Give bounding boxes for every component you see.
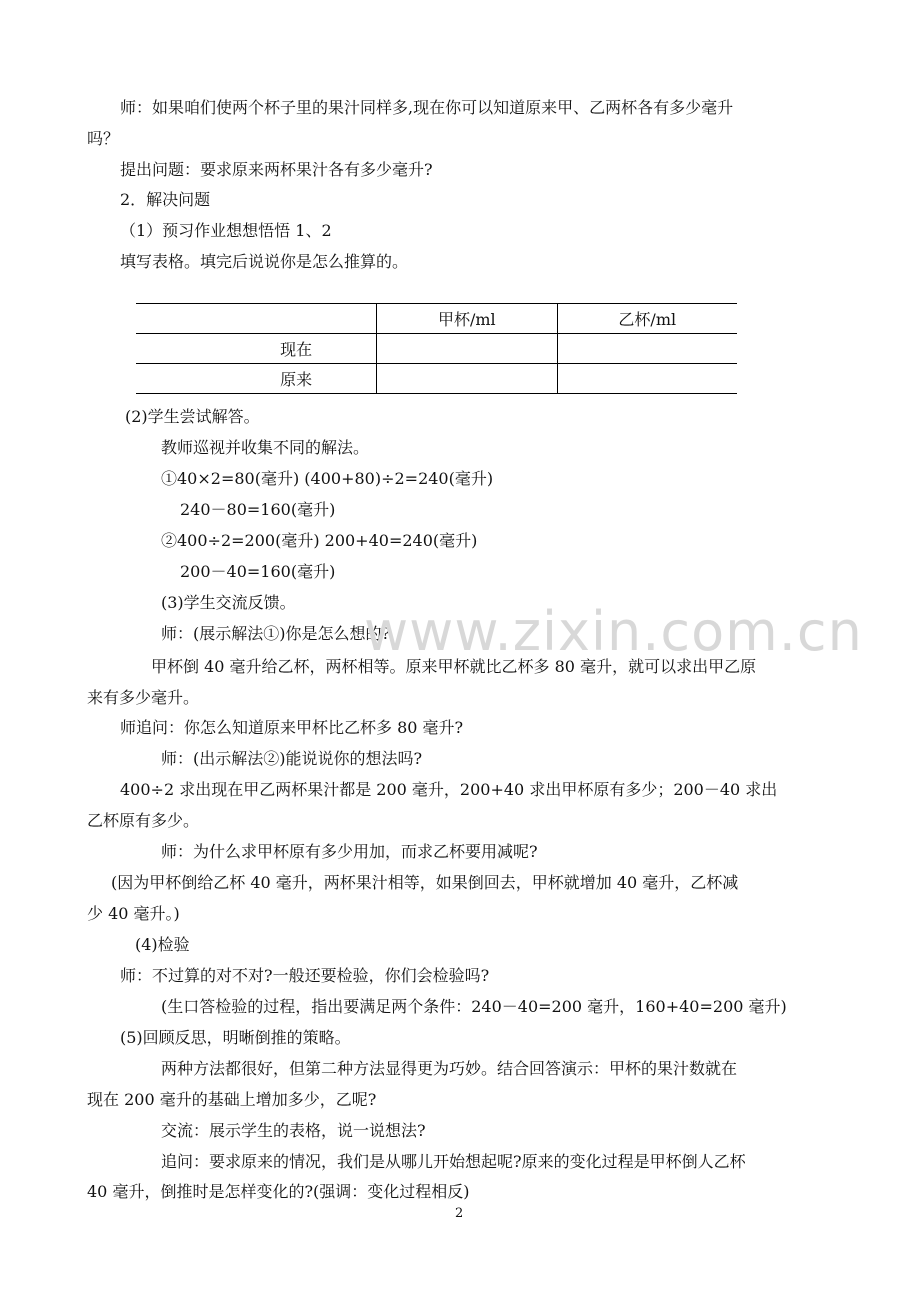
text-line: 2．解决问题 — [120, 190, 211, 209]
page-number: 2 — [455, 1206, 464, 1221]
watermark: www.zixin.com.cn — [364, 600, 863, 663]
text-line: ②400÷2=200(毫升) 200+40=240(毫升) — [161, 531, 478, 550]
text-line: 填写表格。填完后说说你是怎么推算的。 — [120, 252, 409, 271]
text-line: (生口答检验的过程，指出要满足两个条件：240－40=200 毫升，160+40=200 毫升) — [161, 997, 787, 1016]
text-line: 师：不过算的对不对?一般还要检验，你们会检验吗? — [120, 966, 490, 985]
table-header-cell-yi: 乙杯/ml — [557, 304, 737, 334]
row-label-now: 现在 — [136, 334, 377, 364]
text-line: 240－80=160(毫升) — [180, 500, 336, 519]
table-cell — [557, 334, 737, 364]
fill-in-table — [136, 303, 737, 394]
text-line: 追问：要求原来的情况，我们是从哪儿开始想起呢?原来的变化过程是甲杯倒人乙杯 — [161, 1152, 746, 1171]
table-cell — [557, 364, 737, 394]
text-line: 教师巡视并收集不同的解法。 — [161, 438, 370, 457]
text-line: 交流：展示学生的表格，说一说想法? — [161, 1121, 426, 1140]
text-line: 来有多少毫升。 — [87, 688, 200, 707]
table-cell — [377, 334, 557, 364]
text-line: (5)回顾反思，明晰倒推的策略。 — [120, 1028, 351, 1047]
text-line: 40 毫升，倒推时是怎样变化的?(强调：变化过程相反) — [87, 1182, 470, 1201]
text-line: (3)学生交流反馈。 — [161, 593, 296, 612]
text-line: (因为甲杯倒给乙杯 40 毫升，两杯果汁相等，如果倒回去，甲杯就增加 40 毫升，乙杯减 — [111, 873, 739, 892]
row-label-original: 原来 — [136, 364, 377, 394]
table-header-cell-jia: 甲杯/ml — [377, 304, 557, 334]
table-cell — [136, 304, 377, 334]
table-row — [136, 334, 737, 364]
text-line: 200－40=160(毫升) — [180, 562, 336, 581]
text-line: （1）预习作业想想悟悟 1、2 — [120, 221, 332, 240]
text-line: (2)学生尝试解答。 — [125, 407, 260, 426]
text-line: 师：为什么求甲杯原有多少用加，而求乙杯要用减呢? — [161, 842, 538, 861]
text-line: 师：(展示解法①)你是怎么想的? — [161, 624, 391, 643]
text-line: 师：如果咱们使两个杯子里的果汁同样多,现在你可以知道原来甲、乙两杯各有多少毫升 — [120, 98, 734, 117]
text-line: 400÷2 求出现在甲乙两杯果汁都是 200 毫升，200+40 求出甲杯原有多少；200－40 求出 — [120, 780, 778, 799]
text-line: 师追问：你怎么知道原来甲杯比乙杯多 80 毫升? — [120, 718, 464, 737]
text-line: (4)检验 — [135, 935, 190, 954]
text-line: 乙杯原有多少。 — [87, 811, 200, 830]
text-line: 吗？ — [87, 129, 120, 148]
text-line: 两种方法都很好，但第二种方法显得更为巧妙。结合回答演示：甲杯的果汁数就在 — [161, 1059, 738, 1078]
table-header-row — [136, 304, 737, 334]
table-cell — [377, 364, 557, 394]
table-row — [136, 364, 737, 394]
text-line: 甲杯倒 40 毫升给乙杯，两杯相等。原来甲杯就比乙杯多 80 毫升，就可以求出甲乙原 — [151, 657, 757, 676]
text-line: 现在 200 毫升的基础上增加多少，乙呢? — [87, 1090, 377, 1109]
text-line: ①40×2=80(毫升) (400+80)÷2=240(毫升) — [161, 469, 494, 488]
text-line: 师：(出示解法②)能说说你的想法吗? — [161, 749, 423, 768]
text-line: 少 40 毫升。) — [87, 904, 180, 923]
text-line: 提出问题：要求原来两杯果汁各有多少毫升? — [120, 160, 433, 179]
